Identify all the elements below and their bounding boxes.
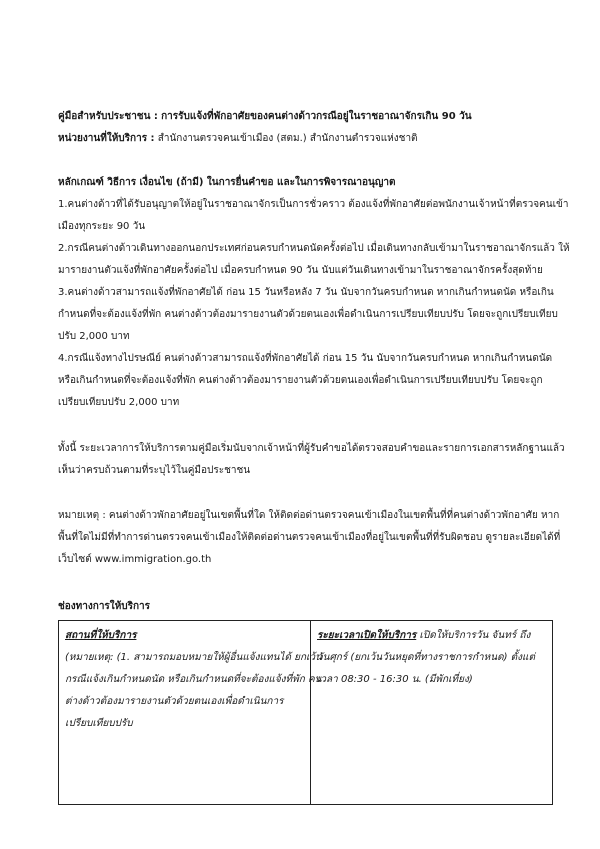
criteria-item-4-line-1: 4.กรณีแจ้งทางไปรษณีย์ คนต่างด้าวสามารถแจ้งที่พักอาศัยได้ ก่อน 15 วัน นับจากวันครบกำหนด หากเกินกำหนดนัด <box>58 353 553 364</box>
remark-line-3: เว็บไซต์ www.immigration.go.th <box>58 554 212 565</box>
agency-line <box>58 132 418 146</box>
service-location-line-4: เปรียบเทียบปรับ <box>65 718 133 729</box>
criteria-list <box>58 194 570 414</box>
agency-value: สำนักงานตรวจคนเข้าเมือง (สตม.) สำนักงานตำรวจแห่งชาติ <box>157 133 418 144</box>
manual-label: คู่มือสำหรับประชาชน : <box>58 111 158 122</box>
service-location-line-1: (หมายเหตุ: (1. สามารถมอบหมายให้ผู้อื่นแจ้งแทนได้ ยกเว้น <box>65 652 322 663</box>
criteria-item-2-line-1: 2.กรณีคนต่างด้าวเดินทางออกนอกประเทศก่อนครบกำหนดนัดครั้งต่อไป เมื่อเดินทางกลับเข้ามาในราชอาณาจักรแล้ว ให้ <box>58 243 570 254</box>
service-hours-heading: ระยะเวลาเปิดให้บริการ <box>317 630 417 641</box>
service-location-line-3: ต่างด้าวต้องมารายงานตัวด้วยตนเองเพื่อดำเนินการ <box>65 696 284 707</box>
criteria-item-1-line-1: 1.คนต่างด้าวที่ได้รับอนุญาตให้อยู่ในราชอาณาจักรเป็นการชั่วคราว ต้องแจ้งที่พักอาศัยต่อพนักงานเจ้าหน้าที่ตรวจคนเข้า <box>58 199 569 210</box>
manual-title: การรับแจ้งที่พักอาศัยของคนต่างด้าวกรณีอยู่ในราชอาณาจักรเกิน 90 วัน <box>161 111 472 122</box>
service-location-cell <box>59 621 322 805</box>
remark-line-1: หมายเหตุ : คนต่างด้าวพักอาศัยอยู่ในเขตพื้นที่ใด ให้ติดต่อด่านตรวจคนเข้าเมืองในเขตพื้นที่ที่คนต่างด้าวพักอาศัย หาก <box>58 510 560 521</box>
criteria-item-4-line-2: หรือเกินกำหนดที่จะต้องแจ้งที่พัก คนต่างด้าวต้องมารายงานตัวด้วยตนเองเพื่อดำเนินการเปรียบเทียบปรับ โดยจะถูก <box>58 375 543 386</box>
remark-line-2: พื้นที่ใดไม่มีที่ทำการด่านตรวจคนเข้าเมืองให้ติดต่อด่านตรวจคนเข้าเมืองที่อยู่ในเขตพื้นที่ที่รับผิดชอบ ดูรายละเอียดได้ที่ <box>58 532 561 543</box>
criteria-item-3-line-1: 3.คนต่างด้าวสามารถแจ้งที่พักอาศัยได้ ก่อน 15 วันหรือหลัง 7 วัน นับจากวันครบกำหนด หากเกินกำหนดนัด หรือเกิน <box>58 287 554 298</box>
remark <box>58 505 561 571</box>
criteria-item-3-line-3: ปรับ 2,000 บาท <box>58 331 130 342</box>
criteria-item-2-line-2: มารายงานตัวแจ้งที่พักอาศัยครั้งต่อไป เมื่อครบกำหนด 90 วัน นับแต่วันเดินทางเข้ามาในราชอาณาจักรครั้งสุดท้าย <box>58 265 543 276</box>
manual-title-line <box>58 110 472 124</box>
agency-label: หน่วยงานที่ให้บริการ : <box>58 133 155 144</box>
timing-note-line-2: เห็นว่าครบถ้วนตามที่ระบุไว้ในคู่มือประชาชน <box>58 465 251 476</box>
service-location-line-2: กรณีแจ้งเกินกำหนดนัด หรือเกินกำหนดที่จะต้องแจ้งที่พัก คน <box>65 674 322 685</box>
service-hours-line-2: วันศุกร์ (ยกเว้นวันหยุดที่ทางราชการกำหนด) ตั้งแต่ <box>317 652 535 663</box>
service-channels-table <box>58 620 553 805</box>
criteria-item-4-line-3: เปรียบเทียบปรับ 2,000 บาท <box>58 397 180 408</box>
criteria-title: หลักเกณฑ์ วิธีการ เงื่อนไข (ถ้ามี) ในการยื่นคำขอ และในการพิจารณาอนุญาต <box>58 177 396 188</box>
service-location-heading: สถานที่ให้บริการ <box>65 630 137 641</box>
criteria-item-3-line-2: กำหนดที่จะต้องแจ้งที่พัก คนต่างด้าวต้องมารายงานตัวด้วยตนเองเพื่อดำเนินการเปรียบเทียบปรับ โดยจะถูกเปรียบเทียบ <box>58 309 558 320</box>
service-hours-line-1: เปิดให้บริการวัน จันทร์ ถึง <box>416 630 531 641</box>
channels-title: ช่องทางการให้บริการ <box>58 601 151 612</box>
service-hours-line-3: เวลา 08:30 - 16:30 น. (มีพักเที่ยง) <box>317 674 473 685</box>
timing-note <box>58 438 565 482</box>
service-hours-cell <box>311 621 553 805</box>
timing-note-line-1: ทั้งนี้ ระยะเวลาการให้บริการตามคู่มือเริ่มนับจากเจ้าหน้าที่ผู้รับคำขอได้ตรวจสอบคำขอและรายการเอกสารหลักฐานแล้ว <box>58 443 565 454</box>
criteria-item-1-line-2: เมืองทุกระยะ 90 วัน <box>58 221 146 232</box>
